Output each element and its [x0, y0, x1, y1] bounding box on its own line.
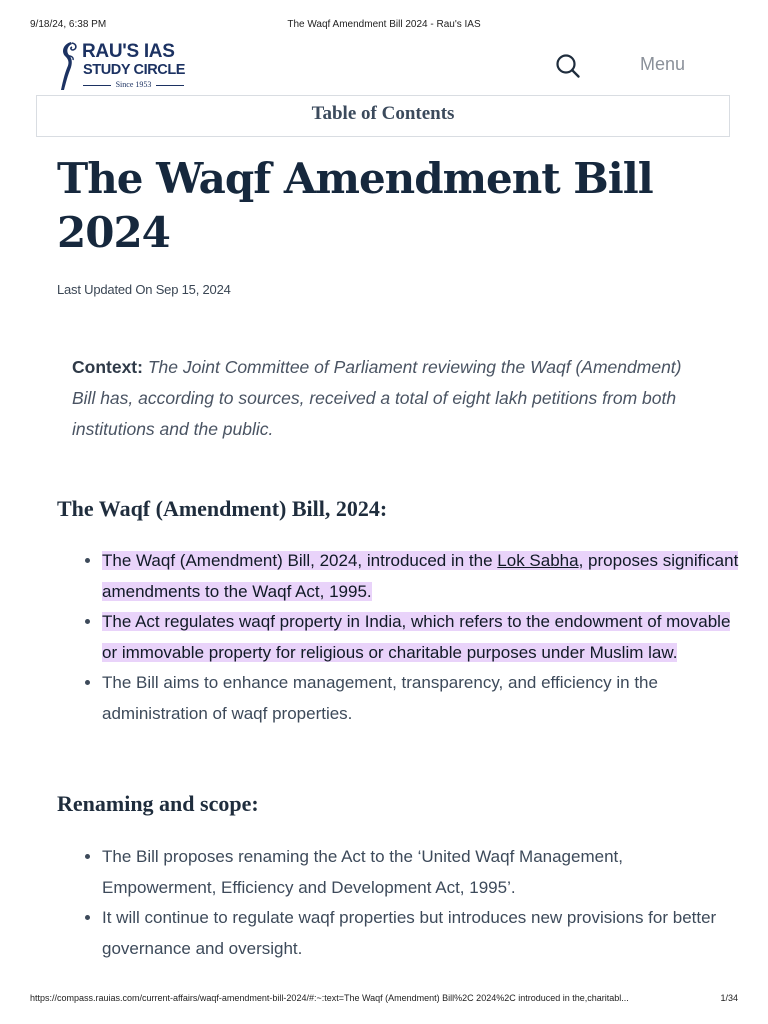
highlighted-text: The Waqf (Amendment) Bill, 2024, introduced in the Lok Sabha, proposes significant amendments to the Waqf Act, 1995. — [102, 551, 739, 601]
list-item: • The Bill aims to enhance management, transparency, and efficiency in the administration of waqf properties. — [102, 668, 742, 729]
list-item: • It will continue to regulate waqf properties but introduces new provisions for better governance and oversight. — [102, 903, 742, 964]
section-heading-bill: The Waqf (Amendment) Bill, 2024: — [57, 496, 388, 521]
print-title: The Waqf Amendment Bill 2024 - Rau's IAS — [287, 19, 481, 30]
print-footer — [30, 993, 738, 1007]
menu-button[interactable]: Menu — [640, 54, 686, 74]
toc-label: Table of Contents — [311, 103, 455, 124]
last-updated: Last Updated On Sep 15, 2024 — [57, 282, 231, 297]
table-of-contents-toggle[interactable] — [36, 95, 730, 137]
highlighted-text: The Act regulates waqf property in India, which refers to the endowment of movable or immovable property for religious or charitable purposes under Muslim law. — [102, 612, 731, 662]
print-url: https://compass.rauias.com/current-affairs/waqf-amendment-bill-2024/#:~:text=The Waqf (Amendment) Bill%2C 2024%2C introduced in the,charitabl... — [30, 993, 629, 1003]
page-title: The Waqf Amendment Bill 2024 — [57, 154, 653, 257]
search-button[interactable] — [554, 52, 582, 80]
renaming-bullet-list — [78, 842, 742, 964]
logo-text-secondary: STUDY CIRCLE — [83, 62, 186, 78]
list-item — [102, 546, 742, 607]
context-text: The Joint Committee of Parliament reviewing the Waqf (Amendment) Bill has, according to sources, received a total of eight lakh petitions from both institutions and the public. — [72, 357, 682, 439]
list-item: • The Bill proposes renaming the Act to the ‘United Waqf Management, Empowerment, Efficiency and Development Act, 1995’. — [102, 842, 742, 903]
section-heading-renaming: Renaming and scope: — [57, 791, 259, 816]
lok-sabha-link[interactable]: Lok Sabha — [497, 551, 579, 570]
context-block — [72, 352, 702, 445]
logo-mark-icon — [57, 40, 79, 92]
bill-bullet-list — [78, 546, 742, 729]
print-date: 9/18/24, 6:38 PM — [30, 19, 107, 30]
list-item — [102, 607, 742, 668]
logo-text-primary: RAU'S IAS — [82, 41, 175, 62]
search-icon — [554, 52, 582, 80]
site-logo[interactable] — [57, 40, 187, 92]
logo-since: Since 1953 — [83, 80, 184, 89]
print-header — [30, 19, 738, 33]
print-page-number: 1/34 — [720, 993, 738, 1003]
context-label: Context: — [72, 357, 143, 377]
